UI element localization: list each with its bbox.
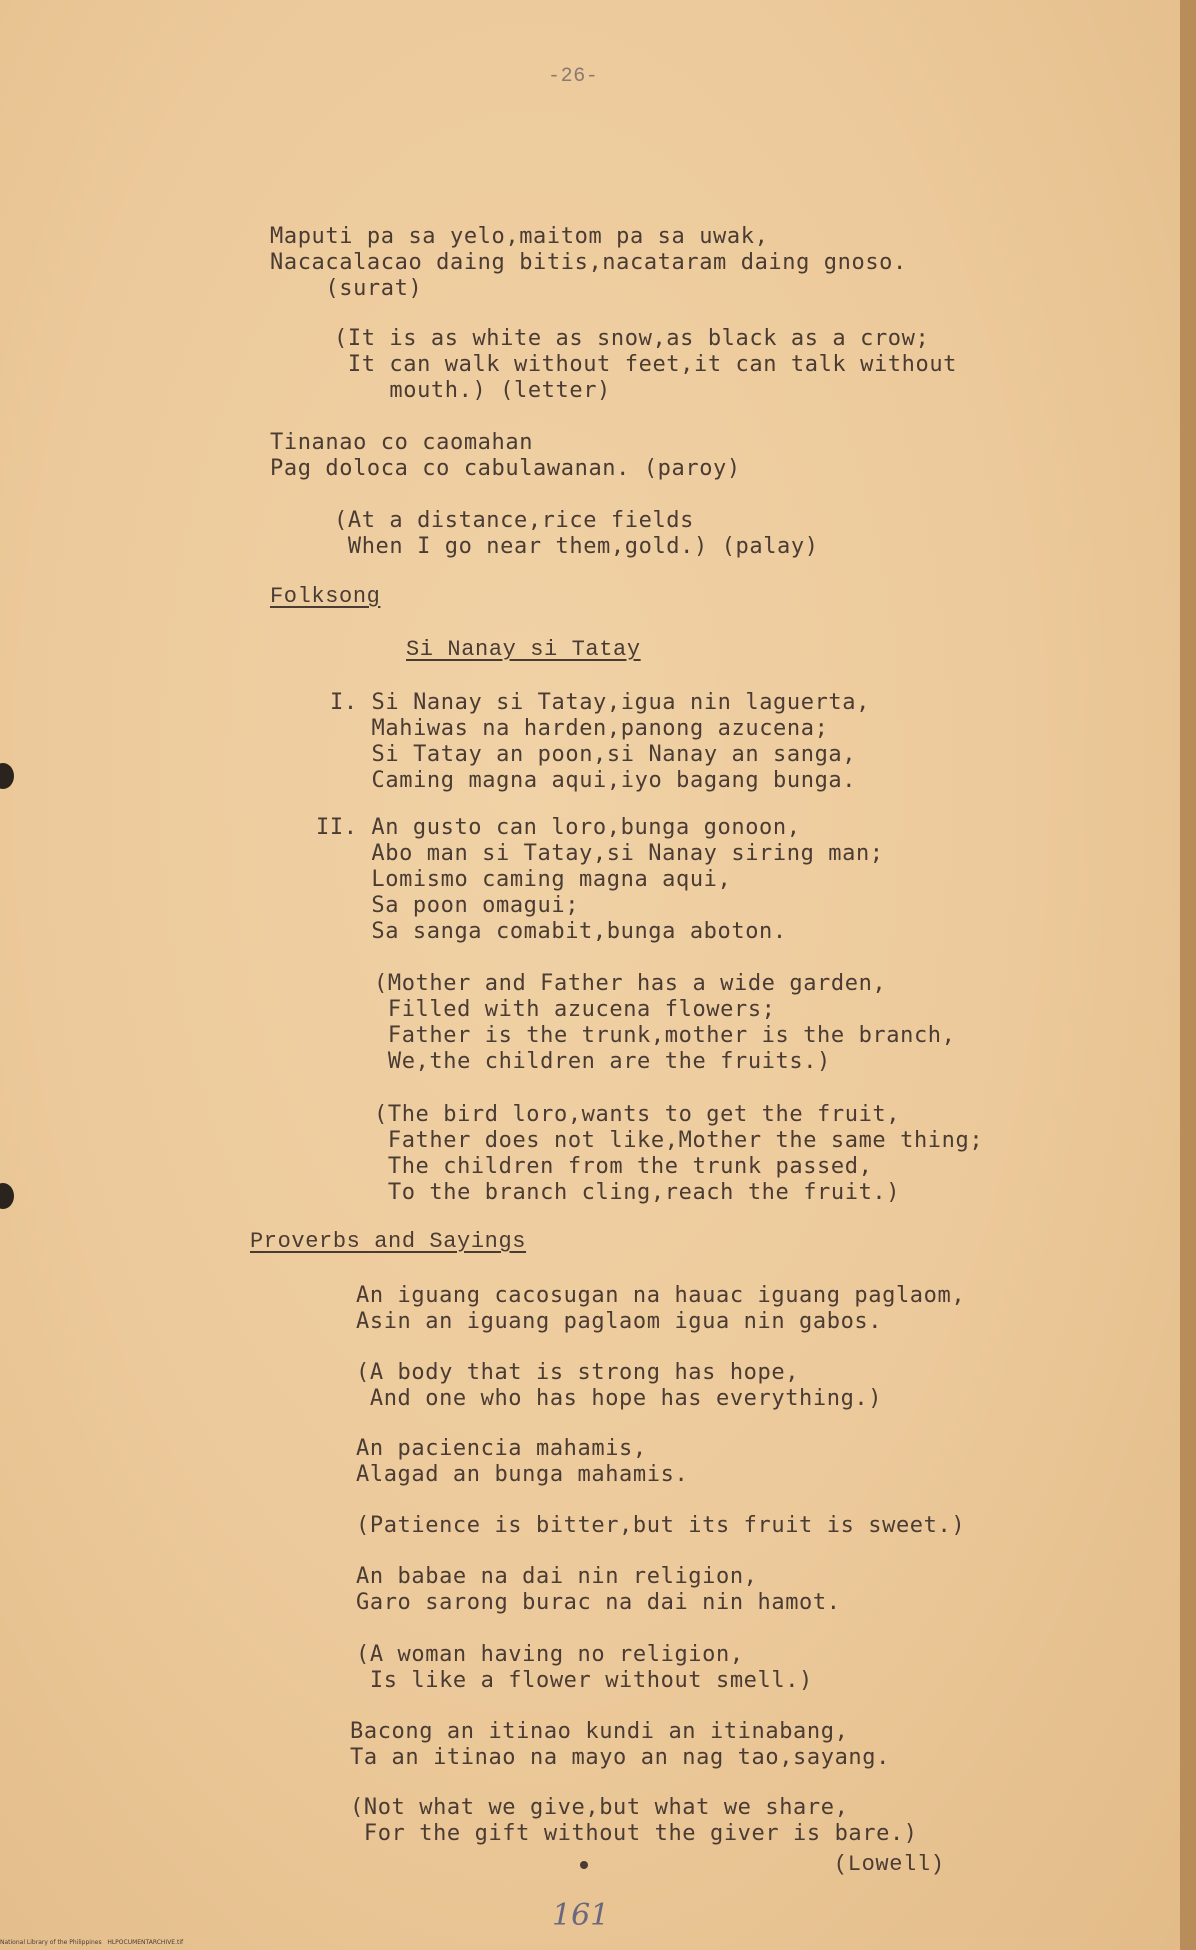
folksong-translation-1: (Mother and Father has a wide garden, Filled with azucena flowers; Father is the trunk,mother is the branch, We,the children are the fruits.) [374, 971, 956, 1074]
proverb-2-english: (Patience is bitter,but its fruit is sweet.) [356, 1513, 966, 1538]
footer-left: National Library of the Philippines [0, 1939, 102, 1946]
riddle-2-english: (At a distance,rice fields When I go near them,gold.) (palay) [334, 508, 819, 559]
footer-right: HLPOCUMENTARCHIVE.tif [107, 1939, 184, 1946]
proverb-1-english: (A body that is strong has hope, And one who has hope has everything.) [356, 1360, 883, 1411]
proverb-1-bikol: An iguang cacosugan na hauac iguang paglaom, Asin an iguang paglaom igua nin gabos. [356, 1283, 966, 1334]
proverb-4-bikol: Bacong an itinao kundi an itinabang, Ta an itinao na mayo an nag tao,sayang. [350, 1719, 890, 1770]
proverb-3-bikol: An babae na dai nin religion, Garo sarong burac na dai nin hamot. [356, 1564, 841, 1615]
riddle-1-english: (It is as white as snow,as black as a crow; It can walk without feet,it can talk without mouth.) (letter) [334, 326, 958, 403]
page-number: -26- [548, 65, 599, 88]
page-edge [1180, 0, 1196, 1950]
riddle-2-bikol: Tinanao co caomahan Pag doloca co cabulawanan. (paroy) [270, 430, 741, 481]
folksong-heading: Folksong [270, 584, 381, 609]
folio-number: 161 [552, 1898, 610, 1933]
proverb-3-english: (A woman having no religion, Is like a flower without smell.) [356, 1642, 813, 1693]
ink-dot [580, 1861, 588, 1869]
proverb-4-english: (Not what we give,but what we share, For the gift without the giver is bare.) [350, 1795, 918, 1846]
proverb-2-bikol: An paciencia mahamis, Alagad an bunga mahamis. [356, 1436, 689, 1487]
scan-footer [0, 1939, 183, 1946]
folksong-title: Si Nanay si Tatay [406, 637, 641, 662]
riddle-1-bikol: Maputi pa sa yelo,maitom pa sa uwak, Nacacalacao daing bitis,nacataram daing gnoso. (surat) [270, 224, 907, 301]
folksong-translation-2: (The bird loro,wants to get the fruit, Father does not like,Mother the same thing; The children from the trunk passed, To the branch cling,reach the fruit.) [374, 1102, 984, 1205]
folksong-verse-2: II. An gusto can loro,bunga gonoon, Abo man si Tatay,si Nanay siring man; Lomismo caming magna aqui, Sa poon omagui; Sa sanga comabit,bunga aboton. [316, 815, 884, 944]
proverb-4-attribution: (Lowell) [834, 1852, 945, 1877]
folksong-verse-1: I. Si Nanay si Tatay,igua nin laguerta, Mahiwas na harden,panong azucena; Si Tatay an poon,si Nanay an sanga, Caming magna aqui,iyo bagang bunga. [330, 690, 870, 793]
proverbs-heading: Proverbs and Sayings [250, 1229, 527, 1254]
